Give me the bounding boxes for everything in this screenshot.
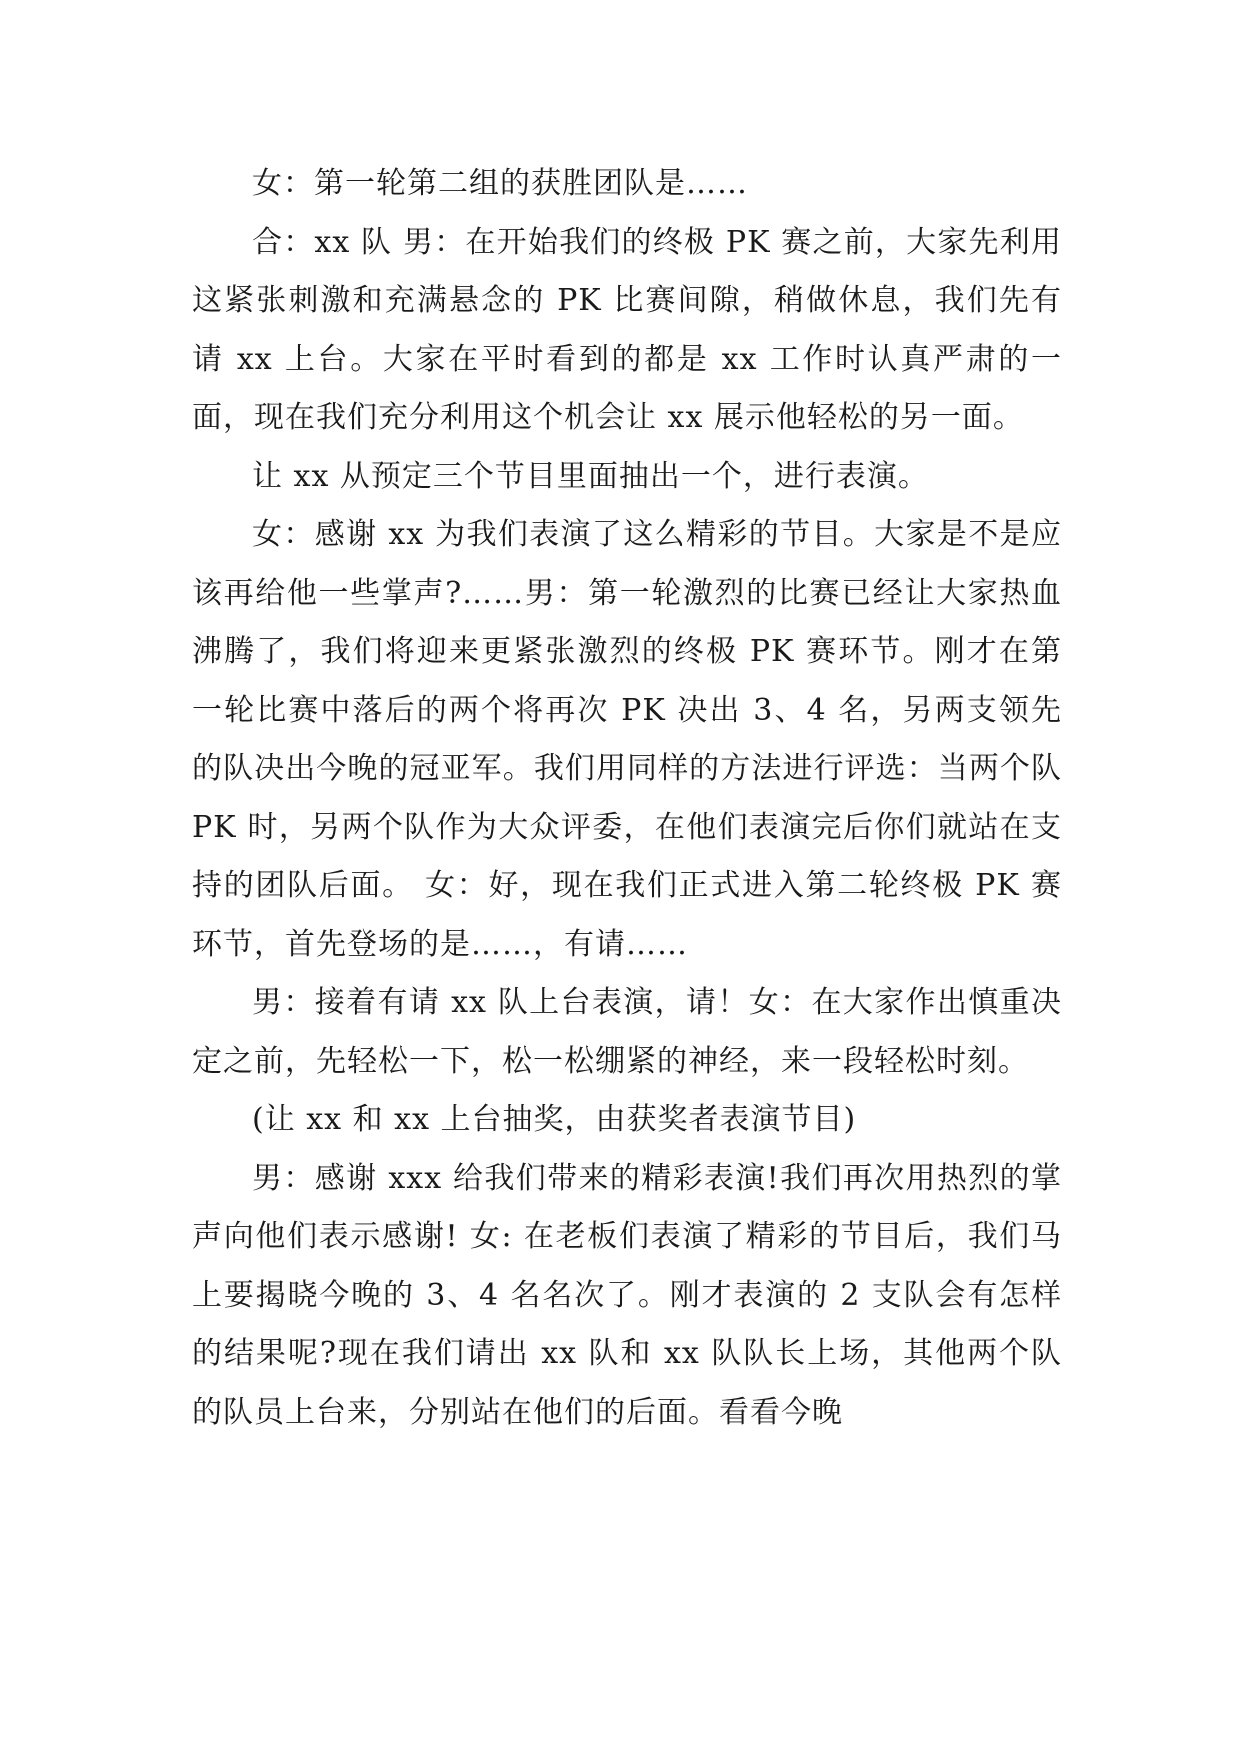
- paragraph: 男：感谢 xxx 给我们带来的精彩表演!我们再次用热烈的掌声向他们表示感谢! 女: 在老板们表演了精彩的节目后，我们马上要揭晓今晚的 3、4 名名次了。刚才表演的 2 支队会有怎样的结果呢?现在我们请出 xx 队和 xx 队队长上场，其他两个队的队员上台来，分别站在他们的后面。看看今晚: [192, 1160, 1062, 1430]
- document-body: [192, 155, 1062, 1442]
- paragraph: 女：感谢 xx 为我们表演了这么精彩的节目。大家是不是应该再给他一些掌声?……男：第一轮激烈的比赛已经让大家热血沸腾了，我们将迎来更紧张激烈的终极 PK 赛环节。刚才在第一轮比赛中落后的两个将再次 PK 决出 3、4 名，另两支领先的队决出今晚的冠亚军。我们用同样的方法进行评选：当两个队 PK 时，另两个队作为大众评委，在他们表演完后你们就站在支持的团队后面。 女：好，现在我们正式进入第二轮终极 PK 赛环节，首先登场的是……，有请……: [192, 517, 1062, 962]
- paragraph: 合：xx 队 男：在开始我们的终极 PK 赛之前，大家先利用这紧张刺激和充满悬念的 PK 比赛间隙，稍做休息，我们先有请 xx 上台。大家在平时看到的都是 xx 工作时认真严肃的一面，现在我们充分利用这个机会让 xx 展示他轻松的另一面。: [192, 224, 1062, 435]
- paragraph: (让 xx 和 xx 上台抽奖，由获奖者表演节目): [252, 1102, 857, 1137]
- paragraph: 女：第一轮第二组的获胜团队是……: [252, 166, 748, 201]
- paragraph: 让 xx 从预定三个节目里面抽出一个，进行表演。: [252, 458, 929, 494]
- paragraph: 男：接着有请 xx 队上台表演，请！女：在大家作出慎重决定之前，先轻松一下，松一松绷紧的神经，来一段轻松时刻。: [192, 985, 1062, 1079]
